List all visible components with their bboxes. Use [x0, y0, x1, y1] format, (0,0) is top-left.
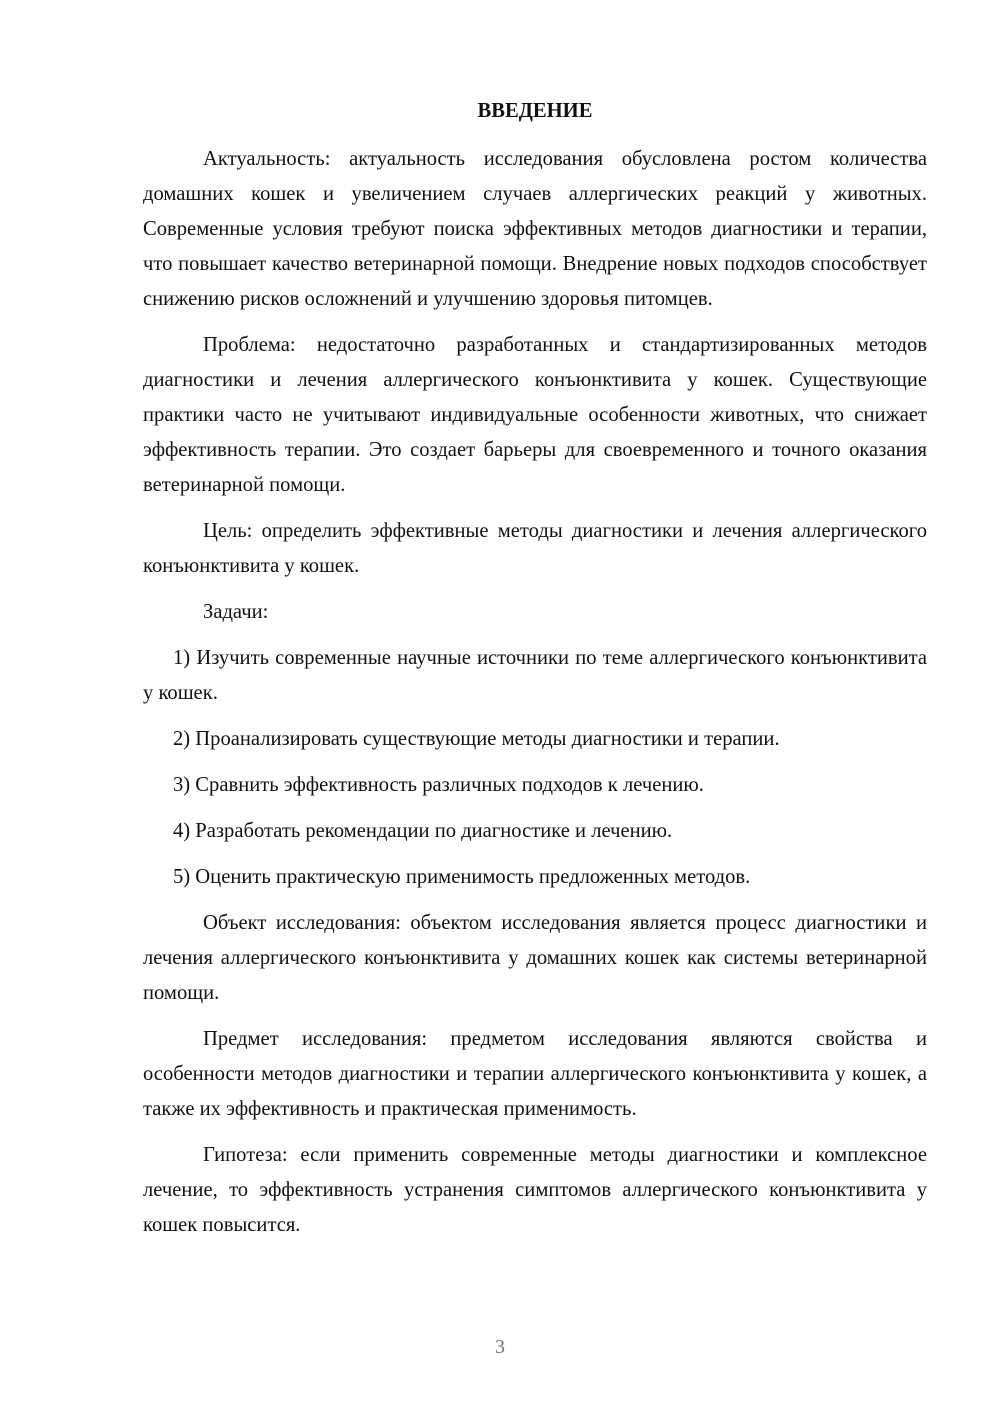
task-item-4: 4) Разработать рекомендации по диагностике и лечению.	[173, 820, 673, 842]
paragraph-subject: Предмет исследования: предметом исследования являются свойства и особенности методов диагностики и терапии аллергического конъюнктивита у кошек, а также их эффективность и практическая применимость.	[143, 1028, 927, 1120]
paragraph-problem: Проблема: недостаточно разработанных и стандартизированных методов диагностики и лечения аллергического конъюнктивита у кошек. Существующие практики часто не учитывают индивидуальные особенности животных, что снижает эффективность терапии. Это создает барьеры для своевременного и точного оказания ветеринарной помощи.	[143, 334, 927, 496]
section-title: ВВЕДЕНИЕ	[477, 100, 593, 122]
paragraph-goal: Цель: определить эффективные методы диагностики и лечения аллергического конъюнктивита у кошек.	[143, 520, 927, 577]
paragraph-object: Объект исследования: объектом исследования является процесс диагностики и лечения аллергического конъюнктивита у домашних кошек как системы ветеринарной помощи.	[143, 912, 927, 1004]
task-item-3: 3) Сравнить эффективность различных подходов к лечению.	[173, 774, 704, 796]
paragraph-relevance: Актуальность: актуальность исследования обусловлена ростом количества домашних кошек и увеличением случаев аллергических реакций у животных. Современные условия требуют поиска эффективных методов диагностики и терапии, что повышает качество ветеринарной помощи. Внедрение новых подходов способствует снижению рисков осложнений и улучшению здоровья питомцев.	[143, 148, 927, 310]
paragraph-hypothesis: Гипотеза: если применить современные методы диагностики и комплексное лечение, то эффективность устранения симптомов аллергического конъюнктивита у кошек повысится.	[143, 1144, 927, 1236]
body-text	[143, 142, 927, 1243]
task-item-2: 2) Проанализировать существующие методы диагностики и терапии.	[173, 728, 780, 750]
task-item-1: 1) Изучить современные научные источники по теме аллергического конъюнктивита у кошек.	[143, 647, 927, 704]
task-item-5: 5) Оценить практическую применимость предложенных методов.	[173, 866, 751, 888]
paragraph-tasks-heading: Задачи:	[203, 601, 269, 623]
page-number: 3	[495, 1336, 505, 1358]
